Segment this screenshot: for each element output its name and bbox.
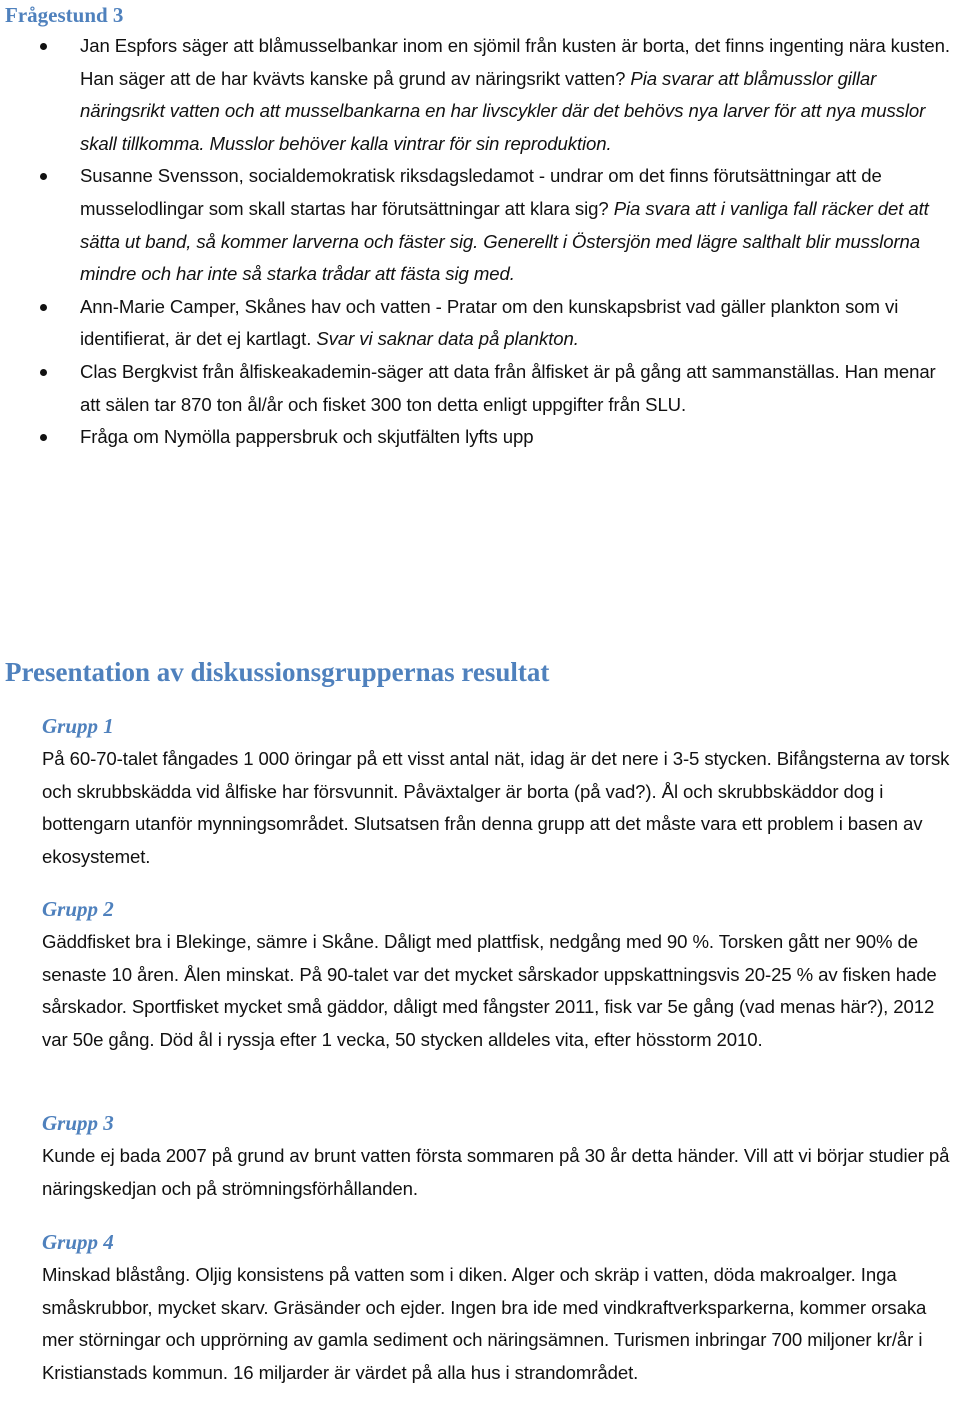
list-item-answer: Pia svarar att blåmusslor gillar näringsrikt vatten och att musselbankarna en har livscykler där det behövs nya larver för att nya musslor skall tillkomma. Musslor behöver kalla vintrar för sin reproduktion. [80, 67, 926, 154]
section-heading-fragestund: Frågestund 3 [5, 3, 124, 27]
bullet-icon [40, 43, 47, 50]
group-4 [42, 1228, 957, 1389]
group-title: Grupp 3 [42, 1111, 114, 1135]
group-text: Kunde ej bada 2007 på grund av brunt vatten första sommaren på 30 år detta händer. Vill att vi börjar studier på näringskedjan och på strömningsförhållanden. [42, 1145, 950, 1199]
group-title: Grupp 4 [42, 1230, 114, 1254]
question-list [0, 30, 960, 454]
group-2 [42, 895, 957, 1056]
list-item [0, 291, 960, 356]
group-title: Grupp 1 [42, 714, 114, 738]
group-title: Grupp 2 [42, 897, 114, 921]
list-item [0, 421, 960, 454]
list-item-answer: Svar vi saknar data på plankton. [311, 328, 579, 350]
list-item-text: Fråga om Nymölla pappersbruk och skjutfälten lyfts upp [80, 426, 534, 448]
group-1 [42, 712, 957, 873]
bullet-icon [40, 304, 47, 311]
group-3 [42, 1109, 957, 1205]
list-item-text: Susanne Svensson, socialdemokratisk riksdagsledamot - undrar om det finns förutsättningar att de musselodlingar som skall startas har förutsättningar att klara sig? [80, 165, 882, 219]
group-text: Minskad blåstång. Oljig konsistens på vatten som i diken. Alger och skräp i vatten, döda makroalger. Inga småskrubbor, mycket skarv. Gräsänder och ejder. Ingen bra ide med vindkraftverksparkerna, kommer orsaka mer störningar och upprörning av gamla sediment och näringsämnen. Turismen inbringar 700 miljoner kr/år i Kristianstads kommun. 16 miljarder är värdet på alla hus i strandområdet. [42, 1264, 927, 1383]
list-item [0, 160, 960, 290]
bullet-icon [40, 369, 47, 376]
list-item-text: Clas Bergkvist från ålfiskeakademin-säger att data från ålfisket är på gång att sammanställas. Han menar att sälen tar 870 ton ål/år och fisket 300 ton detta enligt uppgifter från SLU. [80, 360, 936, 415]
bullet-icon [40, 434, 47, 441]
list-item-text: Ann-Marie Camper, Skånes hav och vatten - Pratar om den kunskapsbrist vad gäller plankton som vi identifierat, är det ej kartlagt. [80, 295, 899, 350]
group-text: Gäddfisket bra i Blekinge, sämre i Skåne. Dåligt med plattfisk, nedgång med 90 %. Torsken gått ner 90% de senaste 10 åren. Ålen minskat. På 90-talet var det mycket sårskador uppskattningsvis 20-25 % av fisken hade sårskador. Sportfisket mycket små gäddor, dåligt med fångster 2011, fisk var 5e gång (vad menas här?), 2012 var 50e gång. Död ål i ryssja efter 1 vecka, 50 stycken alldeles vita, efter hösstorm 2010. [42, 931, 937, 1050]
section-heading-presentation: Presentation av diskussionsgruppernas resultat [5, 657, 550, 687]
bullet-icon [40, 173, 47, 180]
group-text: På 60-70-talet fångades 1 000 öringar på ett visst antal nät, idag är det nere i 3-5 stycken. Bifångsterna av torsk och skrubbskädda vid ålfiske har försvunnit. Påväxtalger är borta (på vad?). Ål och skrubbskäddor dog i bottengarn utanför mynningsområdet. Slutsatsen från denna grupp att det måste vara ett problem i basen av ekosystemet. [42, 748, 950, 867]
list-item-text: Jan Espfors säger att blåmusselbankar inom en sjömil från kusten är borta, det finns ingenting nära kusten. Han säger att de har kvävts kanske på grund av näringsrikt vatten? [80, 35, 950, 89]
list-item [0, 356, 960, 421]
list-item [0, 30, 960, 160]
list-item-answer: Pia svara att i vanliga fall räcker det att sätta ut band, så kommer larverna och fäster sig. Generellt i Östersjön med lägre salthalt blir musslorna mindre och har inte så starka trådar att fästa sig med. [80, 197, 929, 285]
